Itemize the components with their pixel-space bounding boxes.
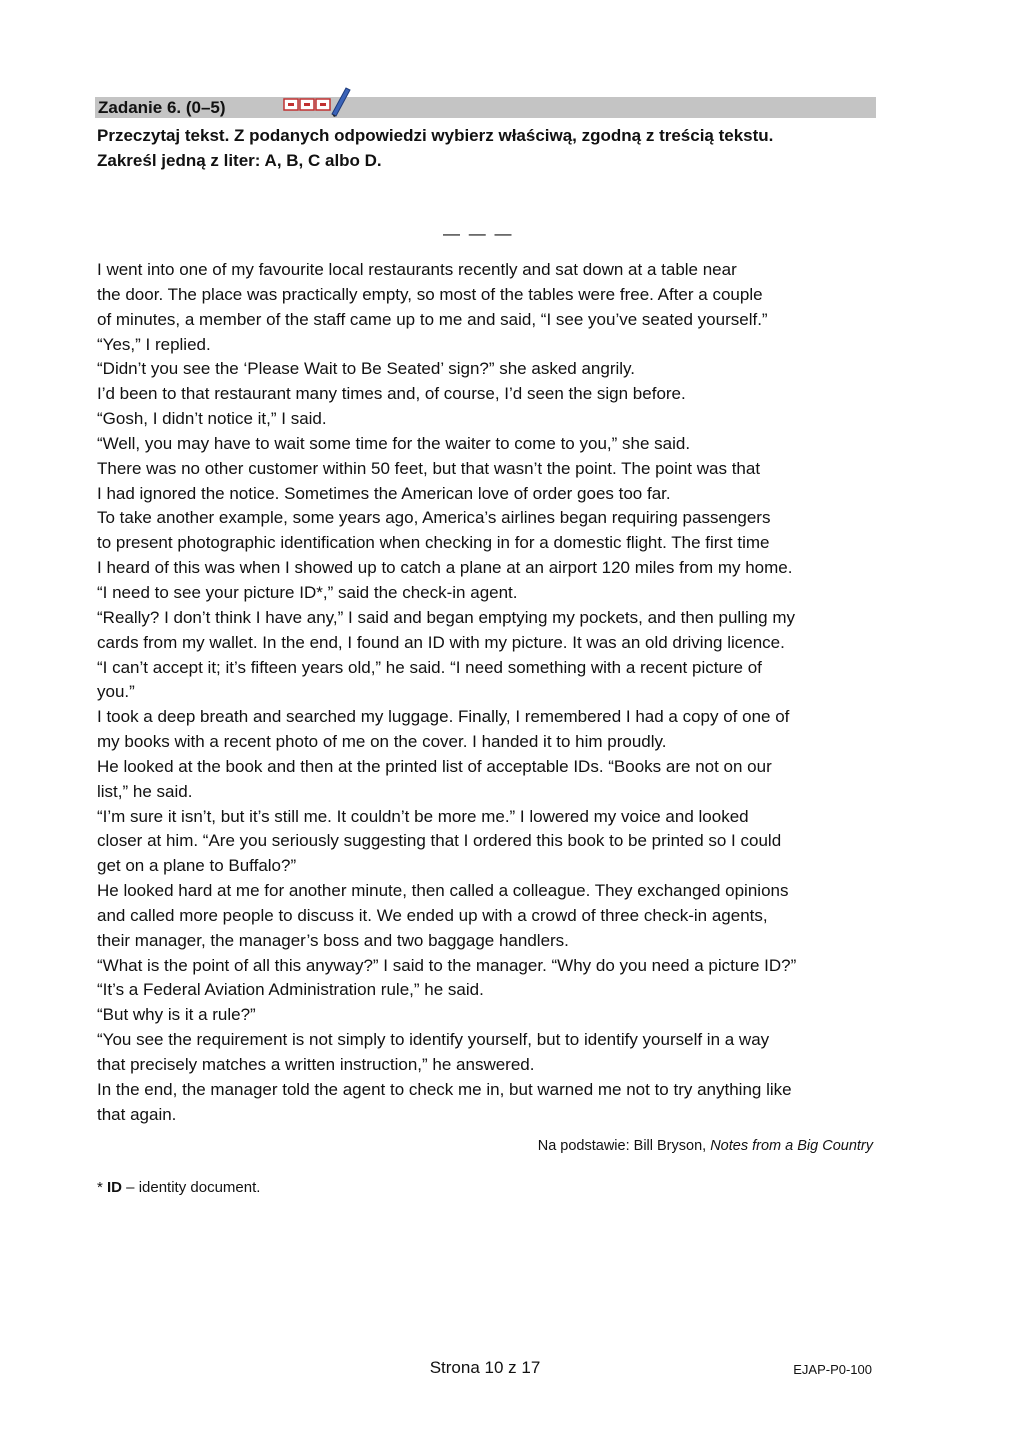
story-line: list,” he said. [97, 781, 193, 801]
story-line: “Gosh, I didn’t notice it,” I said. [97, 409, 327, 429]
story-line: my books with a recent photo of me on the cover. I handed it to him proudly. [97, 732, 667, 752]
story-line: “Yes,” I replied. [97, 334, 211, 354]
story-line: that again. [97, 1104, 177, 1124]
story-text [97, 258, 887, 1128]
story-line: closer at him. “Are you seriously suggesting that I ordered this book to be printed so I could [97, 831, 782, 851]
story-line: and called more people to discuss it. We ended up with a crowd of three check-in agents, [97, 905, 768, 925]
story-heading: — — — [443, 224, 514, 243]
footnote-definition: – identity document. [122, 1179, 261, 1196]
story-line: “I need to see your picture ID*,” said the check-in agent. [97, 582, 518, 602]
story-line: you.” [97, 682, 135, 702]
story-line: to present photographic identification when checking in for a domestic flight. The first time [97, 533, 770, 553]
story-line: “Didn’t you see the ‘Please Wait to Be Seated’ sign?” she asked angrily. [97, 359, 635, 379]
document-code: EJAP-P0-100 [793, 1362, 872, 1377]
story-line: I took a deep breath and searched my luggage. Finally, I remembered I had a copy of one of [97, 707, 790, 727]
story-line: “You see the requirement is not simply to identify yourself, but to identify yourself in a way [97, 1030, 770, 1050]
story-line: “I can’t accept it; it’s fifteen years old,” he said. “I need something with a recent picture of [97, 657, 762, 677]
story-line: He looked at the book and then at the printed list of acceptable IDs. “Books are not on our [97, 756, 772, 776]
story-line: I went into one of my favourite local restaurants recently and sat down at a table near [97, 260, 737, 279]
source-citation [538, 1138, 873, 1154]
source-prefix: Na podstawie: Bill Bryson, [537, 1138, 711, 1154]
page-number: Strona 10 z 17 [429, 1358, 541, 1377]
story-line: “Well, you may have to wait some time for the waiter to come to you,” she said. [97, 433, 691, 453]
story-line: “What is the point of all this anyway?” I said to the manager. “Why do you need a picture ID?” [97, 955, 797, 975]
story-line: There was no other customer within 50 feet, but that wasn’t the point. The point was that [97, 458, 761, 478]
story-line: To take another example, some years ago, America’s airlines began requiring passengers [97, 508, 771, 528]
score-boxes-pen-icon [282, 85, 352, 117]
story-line: I heard of this was when I showed up to catch a plane at an airport 120 miles from my home. [97, 558, 793, 578]
task-instruction [97, 123, 897, 173]
story-line: get on a plane to Buffalo?” [97, 856, 297, 876]
instruction-line: Przeczytaj tekst. Z podanych odpowiedzi wybierz właściwą, zgodną z treścią tekstu. [97, 126, 774, 145]
story-line: “I’m sure it isn’t, but it’s still me. It couldn’t be more me.” I lowered my voice and looked [97, 806, 749, 826]
story-line: In the end, the manager told the agent to check me in, but warned me not to try anything like [97, 1079, 792, 1099]
story-line: He looked hard at me for another minute, then called a colleague. They exchanged opinions [97, 881, 789, 901]
footnote-marker: * [97, 1179, 108, 1196]
story-line: their manager, the manager’s boss and two baggage handlers. [97, 930, 569, 950]
story-line: “It’s a Federal Aviation Administration rule,” he said. [97, 980, 484, 1000]
story-line: I had ignored the notice. Sometimes the American love of order goes too far. [97, 483, 671, 503]
footnote [97, 1179, 260, 1196]
story-line: of minutes, a member of the staff came up to me and said, “I see you’ve seated yourself.” [97, 309, 768, 329]
story-line: “Really? I don’t think I have any,” I said and began emptying my pockets, and then pulling my [97, 607, 796, 627]
task-title: Zadanie 6. (0–5) [98, 98, 226, 117]
instruction-line: Zakreśl jedną z liter: A, B, C albo D. [97, 151, 382, 170]
story-line: I’d been to that restaurant many times and, of course, I’d seen the sign before. [97, 384, 686, 404]
source-title: Notes from a Big Country [710, 1138, 873, 1154]
task-header-bar [95, 97, 876, 118]
footnote-term: ID [107, 1179, 123, 1196]
story-line: the door. The place was practically empty, so most of the tables were free. After a couple [97, 284, 763, 304]
story-line: that precisely matches a written instruction,” he answered. [97, 1055, 535, 1074]
story-line: cards from my wallet. In the end, I found an ID with my picture. It was an old driving licence. [97, 632, 785, 652]
story-line: “But why is it a rule?” [97, 1005, 256, 1025]
